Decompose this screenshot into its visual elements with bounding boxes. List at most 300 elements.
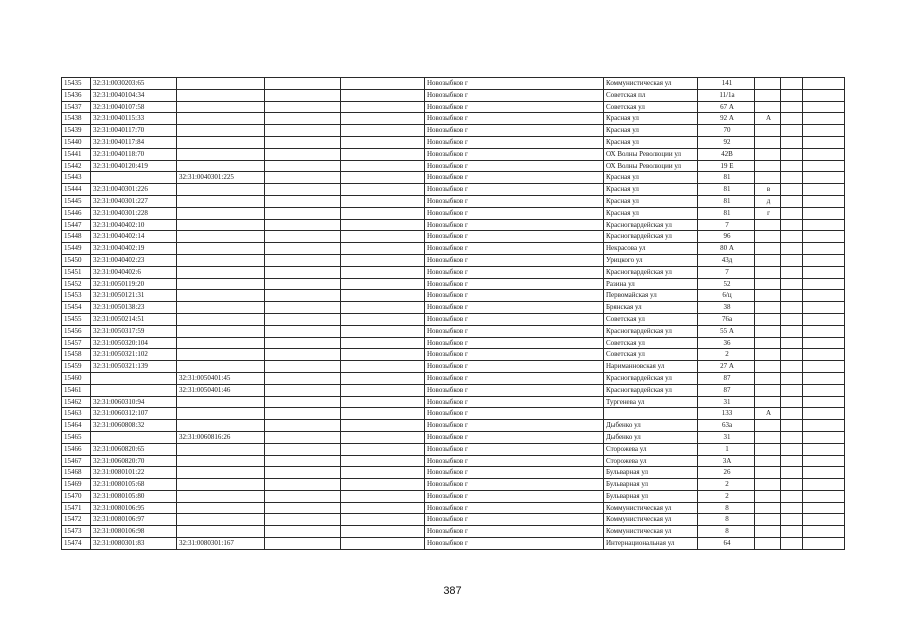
table-row	[62, 254, 845, 266]
empty-cell	[341, 254, 425, 266]
row-number-cell: 15447	[62, 219, 91, 231]
table-row	[62, 231, 845, 243]
extra-cell	[781, 467, 803, 479]
blank-cell	[803, 101, 845, 113]
table-row	[62, 172, 845, 184]
old-cadastral-number-cell	[177, 490, 265, 502]
empty-cell	[265, 266, 341, 278]
row-number-cell: 15465	[62, 431, 91, 443]
cadastral-number-cell: 32:31:0040402:23	[91, 254, 177, 266]
building-letter-cell	[755, 290, 781, 302]
street-cell: Первомайская ул	[604, 290, 698, 302]
empty-cell	[341, 184, 425, 196]
house-number-cell: 42В	[698, 148, 755, 160]
empty-cell	[265, 396, 341, 408]
cadastral-number-cell: 32:31:0060820:70	[91, 455, 177, 467]
extra-cell	[781, 184, 803, 196]
old-cadastral-number-cell	[177, 514, 265, 526]
empty-cell	[341, 408, 425, 420]
extra-cell	[781, 455, 803, 467]
city-cell: Новозыбков г	[425, 384, 604, 396]
empty-cell	[265, 89, 341, 101]
row-number-cell: 15458	[62, 349, 91, 361]
extra-cell	[781, 195, 803, 207]
old-cadastral-number-cell	[177, 443, 265, 455]
empty-cell	[265, 101, 341, 113]
house-number-cell: 81	[698, 172, 755, 184]
empty-cell	[341, 337, 425, 349]
street-cell: Красная ул	[604, 113, 698, 125]
street-cell: Разина ул	[604, 278, 698, 290]
extra-cell	[781, 172, 803, 184]
blank-cell	[803, 219, 845, 231]
cadastral-number-cell: 32:31:0080105:68	[91, 479, 177, 491]
cadastral-number-cell: 32:31:0050320:104	[91, 337, 177, 349]
empty-cell	[341, 125, 425, 137]
empty-cell	[265, 538, 341, 550]
table-row	[62, 148, 845, 160]
empty-cell	[341, 372, 425, 384]
street-cell: Советская ул	[604, 313, 698, 325]
blank-cell	[803, 207, 845, 219]
street-cell: Красногвардейская ул	[604, 266, 698, 278]
street-cell: Красногвардейская ул	[604, 231, 698, 243]
blank-cell	[803, 337, 845, 349]
house-number-cell: 81	[698, 195, 755, 207]
row-number-cell: 15462	[62, 396, 91, 408]
table-row	[62, 384, 845, 396]
empty-cell	[265, 302, 341, 314]
empty-cell	[341, 195, 425, 207]
empty-cell	[265, 148, 341, 160]
extra-cell	[781, 243, 803, 255]
city-cell: Новозыбков г	[425, 455, 604, 467]
street-cell: Нариманновская ул	[604, 361, 698, 373]
blank-cell	[803, 302, 845, 314]
empty-cell	[265, 443, 341, 455]
blank-cell	[803, 349, 845, 361]
row-number-cell: 15439	[62, 125, 91, 137]
row-number-cell: 15445	[62, 195, 91, 207]
house-number-cell: 92 А	[698, 113, 755, 125]
extra-cell	[781, 231, 803, 243]
city-cell: Новозыбков г	[425, 467, 604, 479]
blank-cell	[803, 361, 845, 373]
cadastral-number-cell: 32:31:0060820:65	[91, 443, 177, 455]
old-cadastral-number-cell	[177, 125, 265, 137]
building-letter-cell: г	[755, 207, 781, 219]
city-cell: Новозыбков г	[425, 325, 604, 337]
empty-cell	[265, 278, 341, 290]
empty-cell	[265, 361, 341, 373]
extra-cell	[781, 148, 803, 160]
table-row	[62, 195, 845, 207]
street-cell: Красная ул	[604, 136, 698, 148]
empty-cell	[341, 384, 425, 396]
building-letter-cell	[755, 101, 781, 113]
old-cadastral-number-cell	[177, 148, 265, 160]
street-cell: Красная ул	[604, 125, 698, 137]
city-cell: Новозыбков г	[425, 172, 604, 184]
building-letter-cell	[755, 538, 781, 550]
table-row	[62, 125, 845, 137]
empty-cell	[265, 349, 341, 361]
street-cell: Брянская ул	[604, 302, 698, 314]
street-cell: Советская ул	[604, 101, 698, 113]
city-cell: Новозыбков г	[425, 290, 604, 302]
cadastral-number-cell	[91, 431, 177, 443]
extra-cell	[781, 361, 803, 373]
building-letter-cell	[755, 125, 781, 137]
street-cell: Сторожева ул	[604, 455, 698, 467]
cadastral-number-cell: 32:31:0040301:228	[91, 207, 177, 219]
old-cadastral-number-cell	[177, 467, 265, 479]
empty-cell	[265, 514, 341, 526]
extra-cell	[781, 349, 803, 361]
building-letter-cell	[755, 479, 781, 491]
cadastral-number-cell: 32:31:0030203:65	[91, 78, 177, 90]
city-cell: Новозыбков г	[425, 78, 604, 90]
extra-cell	[781, 125, 803, 137]
city-cell: Новозыбков г	[425, 538, 604, 550]
building-letter-cell: в	[755, 184, 781, 196]
city-cell: Новозыбков г	[425, 113, 604, 125]
city-cell: Новозыбков г	[425, 195, 604, 207]
row-number-cell: 15454	[62, 302, 91, 314]
building-letter-cell	[755, 514, 781, 526]
row-number-cell: 15474	[62, 538, 91, 550]
city-cell: Новозыбков г	[425, 184, 604, 196]
cadastral-number-cell: 32:31:0040120:419	[91, 160, 177, 172]
blank-cell	[803, 502, 845, 514]
extra-cell	[781, 313, 803, 325]
empty-cell	[265, 78, 341, 90]
table-row	[62, 490, 845, 502]
house-number-cell: 7	[698, 219, 755, 231]
empty-cell	[341, 443, 425, 455]
blank-cell	[803, 89, 845, 101]
blank-cell	[803, 231, 845, 243]
city-cell: Новозыбков г	[425, 313, 604, 325]
table-row	[62, 290, 845, 302]
city-cell: Новозыбков г	[425, 372, 604, 384]
row-number-cell: 15464	[62, 420, 91, 432]
extra-cell	[781, 219, 803, 231]
street-cell: Красногвардейская ул	[604, 384, 698, 396]
table-row	[62, 243, 845, 255]
city-cell: Новозыбков г	[425, 337, 604, 349]
empty-cell	[265, 325, 341, 337]
house-number-cell: 81	[698, 207, 755, 219]
house-number-cell: 70	[698, 125, 755, 137]
old-cadastral-number-cell	[177, 101, 265, 113]
empty-cell	[341, 313, 425, 325]
blank-cell	[803, 136, 845, 148]
empty-cell	[341, 278, 425, 290]
street-cell: ОХ Волны Революции ул	[604, 160, 698, 172]
building-letter-cell	[755, 349, 781, 361]
cadastral-number-cell: 32:31:0080106:98	[91, 526, 177, 538]
old-cadastral-number-cell	[177, 78, 265, 90]
city-cell: Новозыбков г	[425, 514, 604, 526]
old-cadastral-number-cell	[177, 243, 265, 255]
city-cell: Новозыбков г	[425, 101, 604, 113]
extra-cell	[781, 266, 803, 278]
empty-cell	[265, 526, 341, 538]
old-cadastral-number-cell	[177, 231, 265, 243]
street-cell	[604, 408, 698, 420]
empty-cell	[341, 113, 425, 125]
row-number-cell: 15469	[62, 479, 91, 491]
table-row	[62, 278, 845, 290]
old-cadastral-number-cell	[177, 207, 265, 219]
blank-cell	[803, 172, 845, 184]
table-row	[62, 443, 845, 455]
cadastral-number-cell: 32:31:0060312:107	[91, 408, 177, 420]
city-cell: Новозыбков г	[425, 243, 604, 255]
row-number-cell: 15463	[62, 408, 91, 420]
house-number-cell: 6/ц	[698, 290, 755, 302]
extra-cell	[781, 254, 803, 266]
city-cell: Новозыбков г	[425, 89, 604, 101]
house-number-cell: 8	[698, 514, 755, 526]
old-cadastral-number-cell	[177, 526, 265, 538]
old-cadastral-number-cell	[177, 479, 265, 491]
street-cell: Бульварная ул	[604, 467, 698, 479]
street-cell: Сторожева ул	[604, 443, 698, 455]
building-letter-cell	[755, 172, 781, 184]
extra-cell	[781, 372, 803, 384]
blank-cell	[803, 113, 845, 125]
house-number-cell: 19 Е	[698, 160, 755, 172]
old-cadastral-number-cell	[177, 302, 265, 314]
house-number-cell: 64	[698, 538, 755, 550]
cadastral-number-cell: 32:31:0060808:32	[91, 420, 177, 432]
city-cell: Новозыбков г	[425, 396, 604, 408]
cadastral-number-cell: 32:31:0080106:95	[91, 502, 177, 514]
table-row	[62, 337, 845, 349]
blank-cell	[803, 467, 845, 479]
table-row	[62, 349, 845, 361]
extra-cell	[781, 78, 803, 90]
house-number-cell: 1	[698, 443, 755, 455]
registry-body	[62, 78, 845, 550]
street-cell: Урицкого ул	[604, 254, 698, 266]
building-letter-cell	[755, 490, 781, 502]
old-cadastral-number-cell	[177, 266, 265, 278]
row-number-cell: 15437	[62, 101, 91, 113]
table-row	[62, 408, 845, 420]
row-number-cell: 15472	[62, 514, 91, 526]
extra-cell	[781, 526, 803, 538]
row-number-cell: 15451	[62, 266, 91, 278]
old-cadastral-number-cell	[177, 113, 265, 125]
city-cell: Новозыбков г	[425, 278, 604, 290]
blank-cell	[803, 396, 845, 408]
building-letter-cell	[755, 396, 781, 408]
cadastral-number-cell: 32:31:0050321:102	[91, 349, 177, 361]
empty-cell	[341, 101, 425, 113]
building-letter-cell	[755, 160, 781, 172]
blank-cell	[803, 384, 845, 396]
house-number-cell: 43д	[698, 254, 755, 266]
extra-cell	[781, 337, 803, 349]
street-cell: Коммунистическая ул	[604, 526, 698, 538]
cadastral-number-cell: 32:31:0040104:34	[91, 89, 177, 101]
empty-cell	[341, 231, 425, 243]
house-number-cell: 63а	[698, 420, 755, 432]
extra-cell	[781, 136, 803, 148]
house-number-cell: 76а	[698, 313, 755, 325]
street-cell: Красная ул	[604, 172, 698, 184]
house-number-cell: 8	[698, 526, 755, 538]
cadastral-number-cell: 32:31:0040402:6	[91, 266, 177, 278]
blank-cell	[803, 160, 845, 172]
extra-cell	[781, 207, 803, 219]
old-cadastral-number-cell	[177, 89, 265, 101]
old-cadastral-number-cell	[177, 502, 265, 514]
extra-cell	[781, 302, 803, 314]
building-letter-cell	[755, 420, 781, 432]
building-letter-cell	[755, 148, 781, 160]
house-number-cell: 81	[698, 184, 755, 196]
street-cell: Коммунистическая ул	[604, 78, 698, 90]
cadastral-number-cell: 32:31:0040117:84	[91, 136, 177, 148]
table-row	[62, 420, 845, 432]
extra-cell	[781, 101, 803, 113]
city-cell: Новозыбков г	[425, 207, 604, 219]
empty-cell	[265, 372, 341, 384]
empty-cell	[265, 290, 341, 302]
blank-cell	[803, 455, 845, 467]
city-cell: Новозыбков г	[425, 231, 604, 243]
street-cell: Бульварная ул	[604, 490, 698, 502]
blank-cell	[803, 443, 845, 455]
empty-cell	[265, 254, 341, 266]
table-row	[62, 526, 845, 538]
old-cadastral-number-cell: 32:31:0060816:26	[177, 431, 265, 443]
cadastral-number-cell: 32:31:0050214:51	[91, 313, 177, 325]
house-number-cell: 55 А	[698, 325, 755, 337]
blank-cell	[803, 420, 845, 432]
table-row	[62, 113, 845, 125]
extra-cell	[781, 113, 803, 125]
building-letter-cell	[755, 89, 781, 101]
blank-cell	[803, 290, 845, 302]
old-cadastral-number-cell: 32:31:0080301:167	[177, 538, 265, 550]
house-number-cell: 133	[698, 408, 755, 420]
city-cell: Новозыбков г	[425, 148, 604, 160]
house-number-cell: 7	[698, 266, 755, 278]
old-cadastral-number-cell	[177, 455, 265, 467]
empty-cell	[341, 78, 425, 90]
empty-cell	[341, 349, 425, 361]
empty-cell	[341, 538, 425, 550]
old-cadastral-number-cell	[177, 219, 265, 231]
empty-cell	[265, 420, 341, 432]
row-number-cell: 15453	[62, 290, 91, 302]
cadastral-number-cell: 32:31:0040115:33	[91, 113, 177, 125]
empty-cell	[265, 313, 341, 325]
city-cell: Новозыбков г	[425, 125, 604, 137]
row-number-cell: 15438	[62, 113, 91, 125]
table-row	[62, 361, 845, 373]
building-letter-cell	[755, 384, 781, 396]
empty-cell	[341, 172, 425, 184]
blank-cell	[803, 313, 845, 325]
building-letter-cell	[755, 231, 781, 243]
extra-cell	[781, 325, 803, 337]
blank-cell	[803, 514, 845, 526]
blank-cell	[803, 195, 845, 207]
table-row	[62, 479, 845, 491]
table-row	[62, 325, 845, 337]
building-letter-cell	[755, 313, 781, 325]
empty-cell	[341, 290, 425, 302]
building-letter-cell	[755, 78, 781, 90]
blank-cell	[803, 325, 845, 337]
cadastral-number-cell: 32:31:0080301:83	[91, 538, 177, 550]
old-cadastral-number-cell: 32:31:0050401:46	[177, 384, 265, 396]
blank-cell	[803, 278, 845, 290]
cadastral-number-cell: 32:31:0050138:23	[91, 302, 177, 314]
house-number-cell: 52	[698, 278, 755, 290]
empty-cell	[265, 136, 341, 148]
empty-cell	[265, 490, 341, 502]
table-row	[62, 538, 845, 550]
blank-cell	[803, 125, 845, 137]
cadastral-number-cell: 32:31:0040402:19	[91, 243, 177, 255]
old-cadastral-number-cell	[177, 361, 265, 373]
house-number-cell: 31	[698, 431, 755, 443]
empty-cell	[341, 136, 425, 148]
street-cell: Коммунистическая ул	[604, 502, 698, 514]
house-number-cell: 31	[698, 396, 755, 408]
empty-cell	[265, 479, 341, 491]
blank-cell	[803, 431, 845, 443]
row-number-cell: 15456	[62, 325, 91, 337]
old-cadastral-number-cell	[177, 408, 265, 420]
table-row	[62, 514, 845, 526]
row-number-cell: 15460	[62, 372, 91, 384]
empty-cell	[341, 325, 425, 337]
extra-cell	[781, 479, 803, 491]
table-row	[62, 89, 845, 101]
empty-cell	[341, 526, 425, 538]
house-number-cell: 36	[698, 337, 755, 349]
cadastral-number-cell: 32:31:0040402:10	[91, 219, 177, 231]
extra-cell	[781, 490, 803, 502]
blank-cell	[803, 372, 845, 384]
cadastral-number-cell: 32:31:0080106:97	[91, 514, 177, 526]
empty-cell	[341, 479, 425, 491]
cadastral-number-cell	[91, 372, 177, 384]
house-number-cell: 11/1а	[698, 89, 755, 101]
street-cell: Советская пл	[604, 89, 698, 101]
row-number-cell: 15461	[62, 384, 91, 396]
old-cadastral-number-cell	[177, 337, 265, 349]
extra-cell	[781, 278, 803, 290]
empty-cell	[341, 502, 425, 514]
blank-cell	[803, 526, 845, 538]
street-cell: Красная ул	[604, 207, 698, 219]
table-row	[62, 396, 845, 408]
house-number-cell: 2	[698, 490, 755, 502]
row-number-cell: 15467	[62, 455, 91, 467]
house-number-cell: 87	[698, 372, 755, 384]
cadastral-number-cell: 32:31:0050317:59	[91, 325, 177, 337]
row-number-cell: 15441	[62, 148, 91, 160]
